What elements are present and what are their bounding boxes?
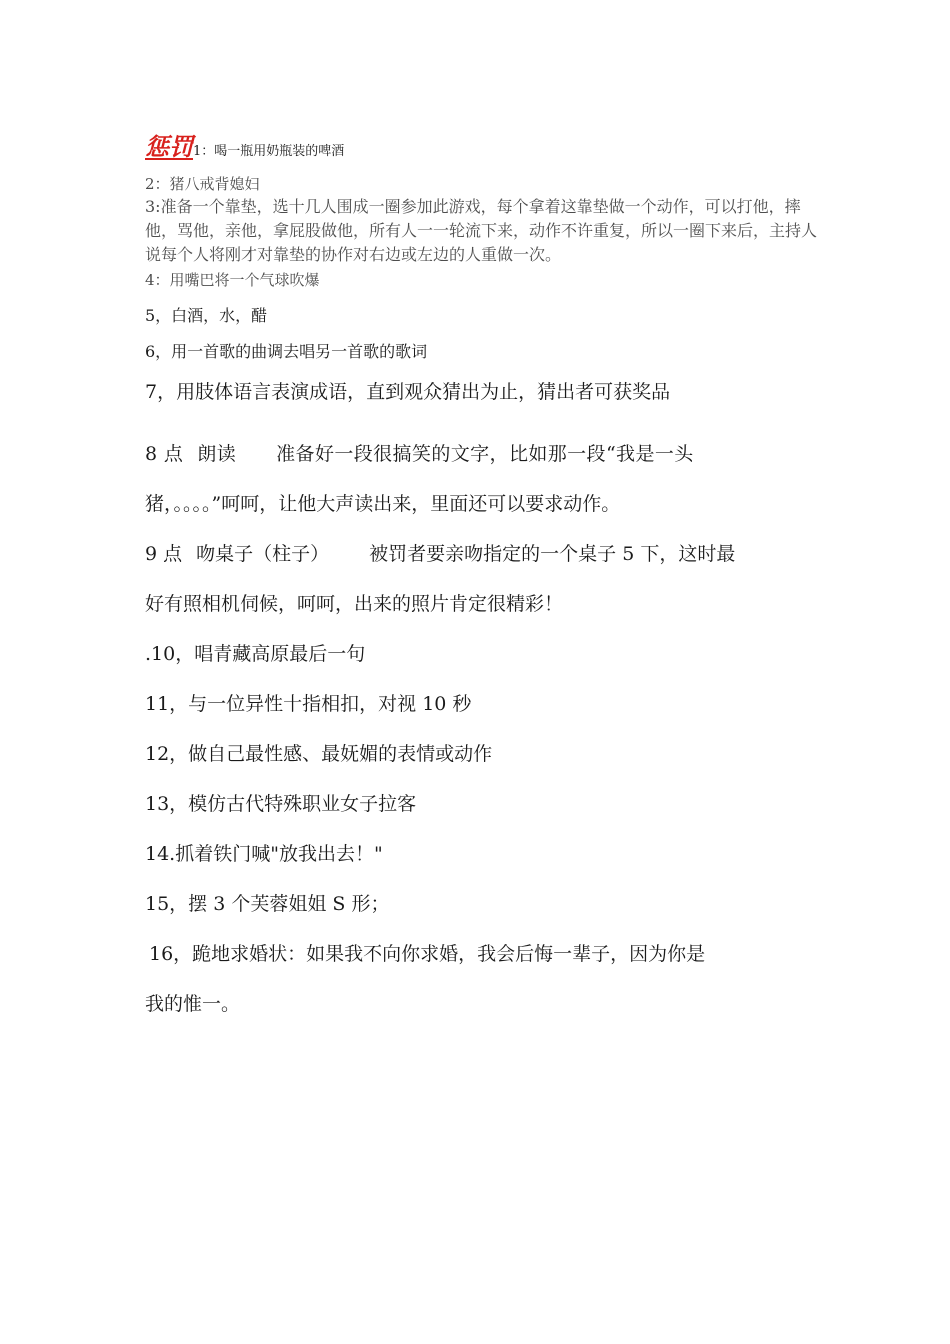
- item-12: 12，做自己最性感、最妩媚的表情或动作: [145, 743, 493, 765]
- document-body: [145, 128, 818, 1029]
- item-9-line-2: 好有照相机伺候，呵呵，出来的照片肯定很精彩！: [145, 593, 564, 615]
- item-6: 6，用一首歌的曲调去唱另一首歌的歌词: [145, 342, 428, 361]
- item-15: 15，摆 3 个芙蓉姐姐 S 形；: [145, 893, 390, 915]
- item-7: 7，用肢体语言表演成语，直到观众猜出为止，猜出者可获奖品: [145, 381, 671, 403]
- item-9-line-1: [145, 529, 815, 579]
- item-9-name: 吻桌子（柱子）: [196, 543, 330, 565]
- item-11: 11，与一位异性十指相扣，对视 10 秒: [145, 693, 472, 715]
- item-16-line-2: 我的惟一。: [145, 993, 241, 1015]
- item-3: 3:准备一个靠垫，选十几人围成一圈参加此游戏，每个拿着这靠垫做一个动作，可以打他，摔他，骂他，亲他，拿屁股做他，所有人一一轮流下来，动作不许重复，所以一圈下来后，主持人说每个人将刚才对靠垫的协作对右边或左边的人重做一次。: [145, 197, 818, 264]
- item-5: 5，白酒，水，醋: [145, 306, 268, 325]
- item-13: 13，模仿古代特殊职业女子拉客: [145, 793, 417, 815]
- item-16-line-1: 16，跪地求婚状：如果我不向你求婚，我会后悔一辈子，因为你是: [149, 943, 706, 965]
- item-14: 14.抓着铁门喊"放我出去！": [145, 843, 383, 865]
- item-4: 4：用嘴巴将一个气球吹爆: [145, 271, 320, 289]
- item-10: .10，唱青藏高原最后一句: [145, 643, 366, 665]
- item-8-label: 8 点: [145, 443, 184, 465]
- item-8-line-2: 猪，。。。。”呵呵，让他大声读出来，里面还可以要求动作。: [145, 493, 621, 515]
- item-9-label: 9 点: [145, 543, 183, 565]
- document-title: 惩罚: [145, 132, 193, 161]
- item-8-line-1: [145, 429, 815, 479]
- item-8-name: 朗读: [197, 443, 237, 465]
- punishment-heading-line: [145, 128, 815, 166]
- item-9-text: 被罚者要亲吻指定的一个桌子 5 下，这时最: [369, 543, 736, 565]
- item-2: 2：猪八戒背媳妇: [145, 175, 260, 193]
- item-8-text: 准备好一段很搞笑的文字，比如那一段“我是一头: [276, 443, 694, 465]
- item-1: 1：喝一瓶用奶瓶装的啤酒: [193, 144, 345, 159]
